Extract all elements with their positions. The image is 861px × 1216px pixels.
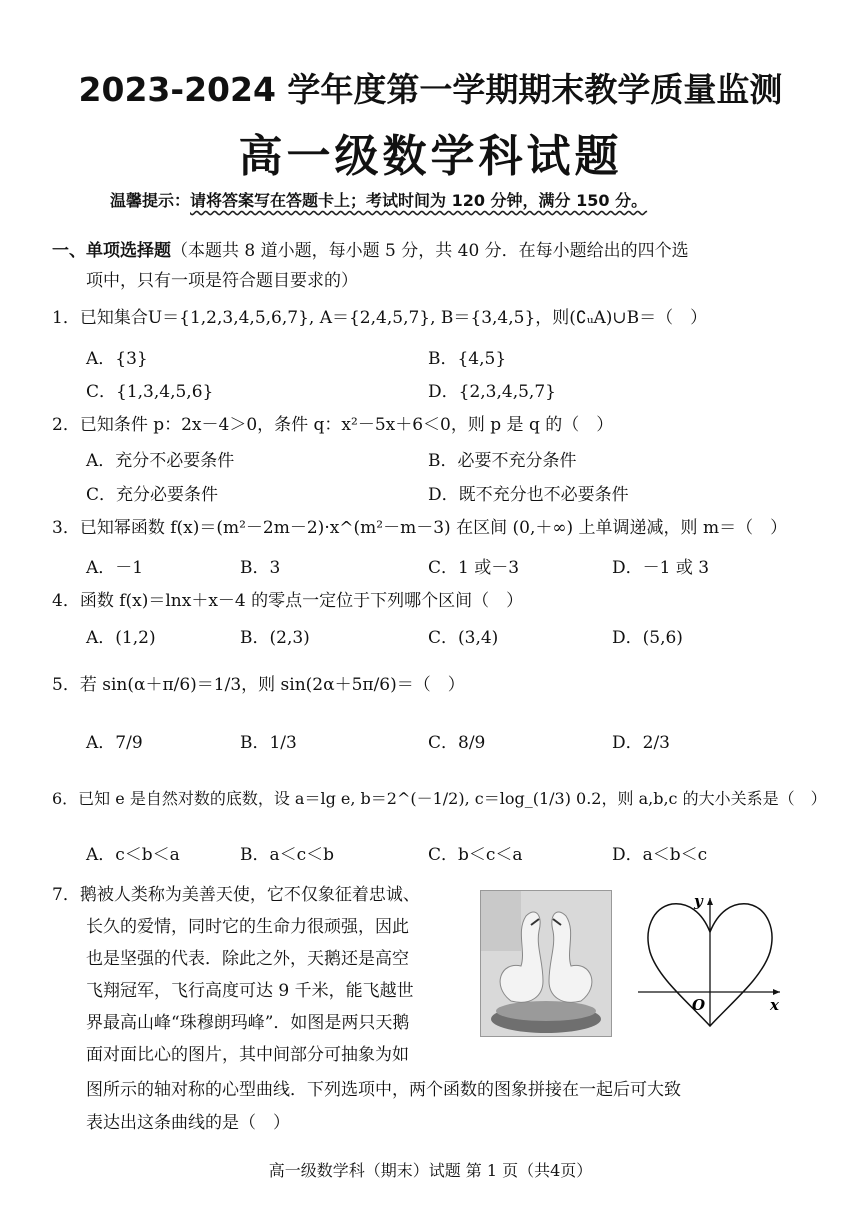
q3-option-a: A．－1 bbox=[86, 558, 144, 578]
question-2-stem: 2．已知条件 p：2x－4＞0，条件 q：x²－5x＋6＜0，则 p 是 q 的（ ） bbox=[52, 415, 614, 435]
q7-line-3: 也是坚强的代表．除此之外，天鹅还是高空 bbox=[86, 949, 409, 969]
q7-line-4: 飞翔冠军，飞行高度可达 9 千米，能飞越世 bbox=[86, 981, 414, 1001]
question-1-stem: 1．已知集合U＝{1,2,3,4,5,6,7}, A＝{2,4,5,7}, B＝{3,4,5}，则(∁ᵤA)∪B＝（ ） bbox=[52, 308, 708, 328]
q6-option-c: C．b＜c＜a bbox=[428, 845, 523, 865]
q2-option-d: D．既不充分也不必要条件 bbox=[428, 485, 629, 505]
q4-option-b: B．(2,3) bbox=[240, 628, 310, 648]
question-6-stem: 6．已知 e 是自然对数的底数，设 a＝lg e, b＝2^(－1/2), c＝log_(1/3) 0.2，则 a,b,c 的大小关系是（ ） bbox=[52, 789, 827, 808]
q7-line-6: 面对面比心的图片，其中间部分可抽象为如 bbox=[86, 1045, 409, 1065]
q7-line-2: 长久的爱情，同时它的生命力很顽强，因此 bbox=[86, 917, 409, 937]
q4-option-d: D．(5,6) bbox=[612, 628, 683, 648]
q4-option-a: A．(1,2) bbox=[86, 628, 156, 648]
question-4-stem: 4．函数 f(x)＝lnx＋x－4 的零点一定位于下列哪个区间（ ） bbox=[52, 591, 524, 611]
q2-option-a: A．充分不必要条件 bbox=[86, 451, 235, 471]
q4-option-c: C．(3,4) bbox=[428, 628, 499, 648]
exam-subject-title: 高一级数学科试题 bbox=[238, 131, 623, 182]
q7-line-8: 表达出这条曲线的是（ ） bbox=[86, 1113, 290, 1133]
graph-y-label: y bbox=[694, 892, 703, 910]
section-desc-1: （本题共 8 道小题，每小题 5 分，共 40 分．在每小题给出的四个选 bbox=[171, 241, 689, 261]
q1-option-d: D．{2,3,4,5,7} bbox=[428, 382, 556, 402]
graph-x-label: x bbox=[770, 996, 779, 1014]
q5-option-c: C．8/9 bbox=[428, 733, 486, 753]
graph-origin-label: O bbox=[692, 996, 706, 1014]
q7-line-7: 图所示的轴对称的心型曲线．下列选项中，两个函数的图象拼接在一起后可大致 bbox=[86, 1080, 681, 1100]
page-footer: 高一级数学科（期末）试题 第 1 页（共4页） bbox=[268, 1161, 593, 1180]
q6-option-d: D．a＜b＜c bbox=[612, 845, 708, 865]
section-heading bbox=[52, 236, 689, 261]
q1-option-b: B．{4,5} bbox=[428, 349, 507, 369]
q3-option-c: C．1 或－3 bbox=[428, 558, 520, 578]
q1-option-c: C．{1,3,4,5,6} bbox=[86, 382, 214, 402]
question-5-stem: 5．若 sin(α＋π/6)＝1/3，则 sin(2α＋5π/6)＝（ ） bbox=[52, 675, 465, 695]
tip-text: 请将答案写在答题卡上；考试时间为 120 分钟，满分 150 分。 bbox=[190, 191, 648, 210]
section-title: 一、单项选择题 bbox=[52, 241, 171, 261]
q5-option-d: D．2/3 bbox=[612, 733, 670, 753]
q1-option-a: A．{3} bbox=[86, 349, 148, 369]
exam-header-title: 2023-2024 学年度第一学期期末教学质量监测 bbox=[78, 70, 783, 109]
swan-photo bbox=[480, 890, 612, 1037]
q3-option-d: D．－1 或 3 bbox=[612, 558, 710, 578]
tip-line bbox=[110, 188, 647, 211]
section-desc-2: 项中，只有一项是符合题目要求的） bbox=[86, 271, 358, 291]
q7-line-5: 界最高山峰“珠穆朗玛峰”．如图是两只天鹅 bbox=[86, 1013, 410, 1033]
q6-option-b: B．a＜c＜b bbox=[240, 845, 335, 865]
q7-line-1: 7．鹅被人类称为美善天使，它不仅象征着忠诚、 bbox=[52, 885, 420, 905]
q2-option-b: B．必要不充分条件 bbox=[428, 451, 577, 471]
question-3-stem: 3．已知幂函数 f(x)＝(m²－2m－2)·x^(m²－m－3) 在区间 (0,＋∞) 上单调递减，则 m＝（ ） bbox=[52, 518, 788, 538]
q2-option-c: C．充分必要条件 bbox=[86, 485, 219, 505]
q3-option-b: B．3 bbox=[240, 558, 281, 578]
heart-curve-graph bbox=[630, 890, 790, 1030]
q5-option-b: B．1/3 bbox=[240, 733, 297, 753]
q6-option-a: A．c＜b＜a bbox=[86, 845, 180, 865]
tip-label: 温馨提示： bbox=[110, 191, 191, 210]
q5-option-a: A．7/9 bbox=[86, 733, 143, 753]
